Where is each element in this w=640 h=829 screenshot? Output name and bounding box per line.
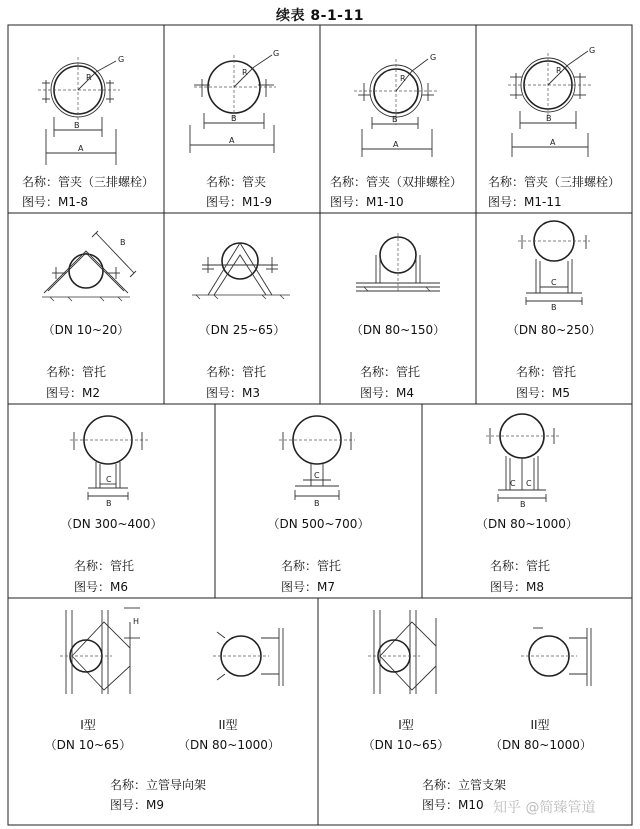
size-range: （DN 80~250） xyxy=(506,323,602,337)
svg-text:R: R xyxy=(86,73,92,82)
type-i-label: I型 xyxy=(398,718,414,732)
table-title: 续表 8-1-11 xyxy=(276,8,364,24)
item-name: 名称：管托 xyxy=(74,559,135,573)
type-i-range: （DN 10~65） xyxy=(362,738,450,752)
svg-text:C: C xyxy=(106,475,112,484)
drawing-number: 图号：M7 xyxy=(281,580,335,594)
riser-guide-type-i-diagram xyxy=(8,598,148,708)
riser-support-type-i-diagram xyxy=(318,598,458,708)
cell-m6 xyxy=(8,404,215,598)
riser-support-type-ii-diagram xyxy=(513,598,613,708)
cell-m3 xyxy=(164,213,320,404)
riser-guide-type-ii-diagram xyxy=(203,598,303,708)
pipe-shoe-diagram xyxy=(476,213,632,313)
cell-m1-11 xyxy=(476,25,632,213)
pipe-shoe-diagram xyxy=(320,213,476,308)
pipe-shoe-diagram xyxy=(422,404,632,509)
drawing-number: 图号：M9 xyxy=(110,798,164,812)
drawing-number: 图号：M1-11 xyxy=(488,195,562,209)
svg-text:B: B xyxy=(314,499,320,508)
drawing-number: 图号：M1-8 xyxy=(22,195,88,209)
drawing-number: 图号：M10 xyxy=(422,798,484,812)
cell-m2 xyxy=(8,213,164,404)
drawing-number: 图号：M3 xyxy=(206,386,260,400)
svg-text:B: B xyxy=(546,114,552,123)
svg-text:G: G xyxy=(118,55,125,64)
svg-text:C: C xyxy=(551,278,557,287)
type-i-label: I型 xyxy=(80,718,96,732)
size-range: （DN 10~20） xyxy=(42,323,130,337)
item-name: 名称：管托 xyxy=(206,365,267,379)
svg-text:B: B xyxy=(106,499,112,508)
svg-text:A: A xyxy=(78,144,84,153)
svg-text:A: A xyxy=(550,138,556,147)
item-name: 名称：立管支架 xyxy=(422,778,507,792)
item-name: 名称：管夹 xyxy=(206,175,267,189)
pipe-clamp-diagram xyxy=(8,25,164,175)
cell-m4 xyxy=(320,213,476,404)
size-range: （DN 80~1000） xyxy=(476,517,578,531)
svg-text:B: B xyxy=(231,114,237,123)
svg-text:R: R xyxy=(400,74,406,83)
svg-text:G: G xyxy=(273,49,280,58)
svg-text:A: A xyxy=(229,136,235,145)
svg-text:B: B xyxy=(551,303,557,312)
drawing-number: 图号：M2 xyxy=(46,386,100,400)
svg-text:B: B xyxy=(392,115,398,124)
svg-text:C: C xyxy=(526,479,532,488)
drawing-number: 图号：M5 xyxy=(516,386,570,400)
item-name: 名称：管托 xyxy=(281,559,342,573)
type-i-range: （DN 10~65） xyxy=(44,738,132,752)
pipe-clamp-diagram xyxy=(476,25,632,175)
cell-m10 xyxy=(318,598,632,825)
drawing-number: 图号：M1-10 xyxy=(330,195,404,209)
pipe-shoe-diagram xyxy=(8,213,164,308)
svg-text:A: A xyxy=(393,140,399,149)
svg-text:C: C xyxy=(510,479,516,488)
drawing-number: 图号：M1-9 xyxy=(206,195,272,209)
cell-m5 xyxy=(476,213,632,404)
drawing-number: 图号：M8 xyxy=(490,580,544,594)
pipe-clamp-diagram xyxy=(320,25,476,175)
cell-m9 xyxy=(8,598,318,825)
item-name: 名称：管托 xyxy=(490,559,551,573)
item-name: 名称：管夹（三排螺栓） xyxy=(488,175,621,189)
drawing-number: 图号：M4 xyxy=(360,386,414,400)
item-name: 名称：管夹（双排螺栓） xyxy=(330,175,463,189)
item-name: 名称：管托 xyxy=(516,365,577,379)
svg-text:G: G xyxy=(589,46,596,55)
cell-m1-9 xyxy=(164,25,320,213)
size-range: （DN 25~65） xyxy=(198,323,286,337)
pipe-shoe-diagram xyxy=(215,404,422,509)
svg-text:B: B xyxy=(520,500,526,509)
cell-m8 xyxy=(422,404,632,598)
cell-m1-8 xyxy=(8,25,164,213)
cell-m7 xyxy=(215,404,422,598)
svg-text:C: C xyxy=(314,471,320,480)
item-name: 名称：立管导向架 xyxy=(110,778,207,792)
svg-text:R: R xyxy=(556,66,562,75)
type-ii-label: II型 xyxy=(218,718,238,732)
watermark: 知乎 @简臻管道 xyxy=(493,800,596,816)
item-name: 名称：管托 xyxy=(46,365,107,379)
pipe-clamp-diagram xyxy=(164,25,320,175)
type-ii-label: II型 xyxy=(530,718,550,732)
svg-text:H: H xyxy=(133,617,140,626)
drawing-number: 图号：M6 xyxy=(74,580,128,594)
type-ii-range: （DN 80~1000） xyxy=(490,738,592,752)
pipe-shoe-diagram xyxy=(8,404,215,509)
type-ii-range: （DN 80~1000） xyxy=(178,738,280,752)
size-range: （DN 80~150） xyxy=(350,323,446,337)
size-range: （DN 500~700） xyxy=(267,517,370,531)
svg-text:R: R xyxy=(242,68,248,77)
item-name: 名称：管托 xyxy=(360,365,421,379)
svg-text:B: B xyxy=(120,238,126,247)
pipe-shoe-diagram xyxy=(164,213,320,308)
size-range: （DN 300~400） xyxy=(60,517,163,531)
cell-m1-10 xyxy=(320,25,476,213)
svg-text:G: G xyxy=(430,53,437,62)
item-name: 名称：管夹（三排螺栓） xyxy=(22,175,155,189)
svg-text:B: B xyxy=(74,121,80,130)
